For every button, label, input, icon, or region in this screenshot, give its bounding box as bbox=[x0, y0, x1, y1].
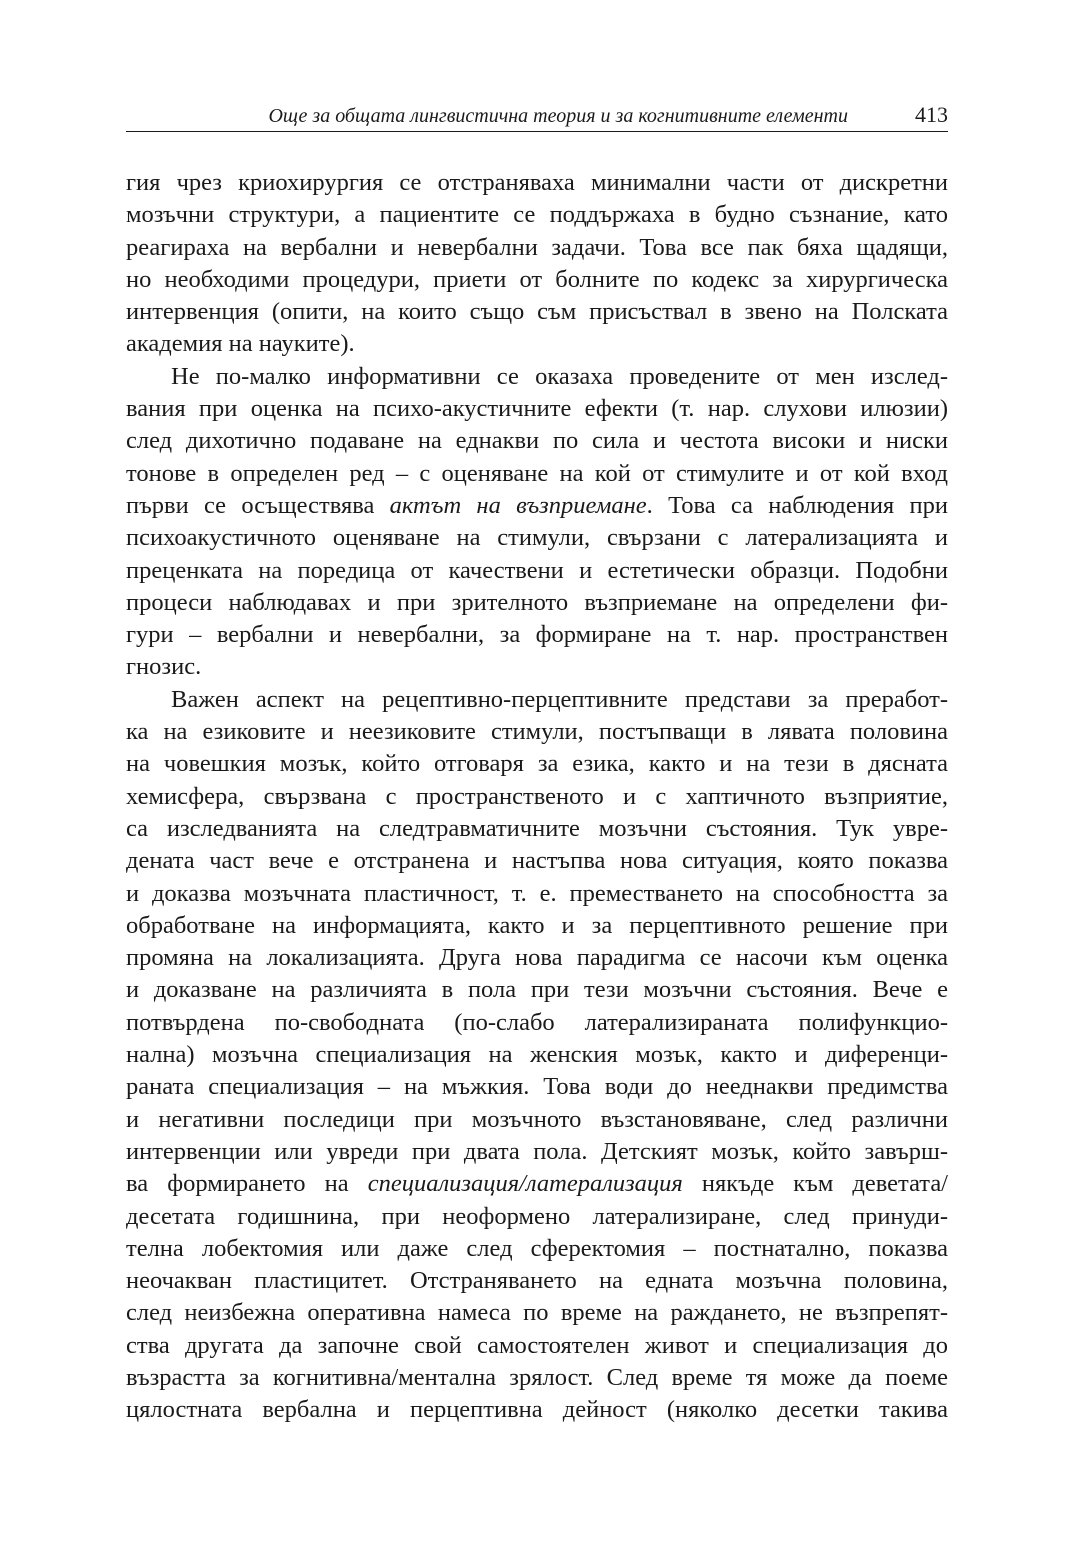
text-line-content: академия на науките). bbox=[126, 330, 355, 358]
text-line bbox=[126, 555, 948, 587]
text-line-content: на човешкия мозък, който отговаря за езика, както и на тези в дясната bbox=[126, 750, 948, 778]
text-line-content: преценката на поредица от качествени и естетически образци. Подобни bbox=[126, 556, 948, 584]
text-line-content: промяна на локализацията. Друга нова парадигма се насочи към оценка bbox=[126, 944, 948, 972]
text-line-content: нална) мозъчна специализация на женския мозък, както и диференци- bbox=[126, 1041, 948, 1069]
text-line bbox=[126, 878, 948, 910]
text-line-content: интервенции или увреди при двата пола. Детският мозък, който завърш- bbox=[126, 1137, 948, 1165]
text-line bbox=[126, 1362, 948, 1394]
text-line-content: психоакустичното оценяване на стимули, свързани с латерализацията и bbox=[126, 524, 948, 552]
text-line bbox=[126, 167, 948, 199]
text-line-content: Важен аспект на рецептивно-перцептивните представи за преработ- bbox=[171, 685, 948, 713]
text-line bbox=[126, 781, 948, 813]
text-line bbox=[126, 1136, 948, 1168]
text-line-content: потвърдена по-свободната (по-слабо латерализираната полифункцио- bbox=[126, 1008, 948, 1036]
text-line-content: първи се осъществява bbox=[126, 491, 390, 519]
text-line bbox=[126, 587, 948, 619]
text-line-content: дената част вече е отстранена и настъпва нова ситуация, която показва bbox=[126, 847, 948, 875]
text-line-content: след дихотично подаване на еднакви по сила и честота високи и ниски bbox=[126, 427, 948, 455]
text-line bbox=[126, 684, 948, 716]
text-line bbox=[126, 328, 948, 360]
text-line bbox=[126, 1071, 948, 1103]
text-line bbox=[126, 232, 948, 264]
text-line-content: но необходими процедури, приети от болните по кодекс за хирургическа bbox=[126, 265, 948, 293]
text-line-content: десетата годишнина, при неоформено латерализиране, след принуди- bbox=[126, 1202, 948, 1230]
header-rule bbox=[126, 131, 948, 132]
text-line bbox=[126, 490, 948, 522]
text-line bbox=[126, 942, 948, 974]
text-line-content: вания при оценка на психо-акустичните ефекти (т. нар. слухови илюзии) bbox=[126, 395, 948, 423]
text-line-content: ва формирането на bbox=[126, 1170, 368, 1198]
text-line bbox=[126, 619, 948, 651]
text-line bbox=[126, 910, 948, 942]
text-line bbox=[126, 296, 948, 328]
text-line-content: интервенция (опити, на които също съм присъствал в звено на Полската bbox=[126, 298, 948, 326]
text-line-content: ства другата да започне свой самостоятелен живот и специализация до bbox=[126, 1331, 948, 1359]
running-head bbox=[126, 100, 948, 132]
text-line-content: процеси наблюдавах и при зрителното възприемане на определени фи- bbox=[126, 588, 948, 616]
text-line-content: след неизбежна оперативна намеса по време на раждането, не възпрепят- bbox=[126, 1299, 948, 1327]
text-line-content: гнозис. bbox=[126, 653, 202, 681]
italic-phrase: актът на възприемане bbox=[389, 491, 647, 519]
text-line bbox=[126, 425, 948, 457]
text-line bbox=[126, 845, 948, 877]
text-line bbox=[126, 1168, 948, 1200]
page-number: 413 bbox=[915, 102, 948, 127]
text-line-content: . Това са наблюдения при bbox=[646, 491, 948, 519]
text-line-content: и доказване на различията в пола при тези мозъчни състояния. Вече е bbox=[126, 976, 948, 1004]
text-line-content: някъде към деветата/ bbox=[682, 1170, 948, 1198]
text-line-content: телна лобектомия или даже след сферектомия – постнатално, показва bbox=[126, 1234, 948, 1262]
text-line-content: ка на езиковите и неезиковите стимули, постъпващи в лявата половина bbox=[126, 718, 948, 746]
text-line-content: обработване на информацията, както и за перцептивното решение при bbox=[126, 911, 948, 939]
text-line-content: тонове в определен ред – с оценяване на кой от стимулите и от кой вход bbox=[126, 459, 948, 487]
text-line bbox=[126, 1394, 948, 1426]
text-line-content: и негативни последици при мозъчното възстановяване, след различни bbox=[126, 1105, 948, 1133]
text-line bbox=[126, 1265, 948, 1297]
text-line bbox=[126, 1297, 948, 1329]
text-line-content: неочакван пластицитет. Отстраняването на едната мозъчна половина, bbox=[126, 1267, 948, 1295]
italic-phrase: специализация/латерализация bbox=[367, 1170, 683, 1198]
text-line bbox=[126, 264, 948, 296]
text-line bbox=[126, 1201, 948, 1233]
text-line bbox=[126, 1039, 948, 1071]
text-line bbox=[126, 458, 948, 490]
text-line-content: цялостната вербална и перцептивна дейност (няколко десетки такива bbox=[126, 1396, 948, 1424]
text-line-content: хемисфера, свързвана с пространственото и с хаптичното възприятие, bbox=[126, 782, 948, 810]
text-line bbox=[126, 748, 948, 780]
running-title: Още за общата лингвистична теория и за когнитивните елементи bbox=[268, 105, 848, 127]
text-line bbox=[126, 361, 948, 393]
text-line-content: реагираха на вербални и невербални задачи. Това все пак бяха щадящи, bbox=[126, 233, 948, 261]
text-line bbox=[126, 522, 948, 554]
text-line bbox=[126, 716, 948, 748]
text-line-content: гия чрез криохирургия се отстраняваха минимални части от дискретни bbox=[126, 169, 948, 196]
text-line bbox=[126, 199, 948, 231]
text-line bbox=[126, 1330, 948, 1362]
text-line-content: гури – вербални и невербални, за формиране на т. нар. пространствен bbox=[126, 621, 948, 649]
text-line-content: мозъчни структури, а пациентите се поддържаха в будно съзнание, като bbox=[126, 201, 948, 229]
text-line bbox=[126, 1104, 948, 1136]
text-line bbox=[126, 393, 948, 425]
text-line bbox=[126, 651, 948, 683]
text-line bbox=[126, 1233, 948, 1265]
text-line-content: са изследванията на следтравматичните мозъчни състояния. Тук увре- bbox=[126, 814, 948, 842]
text-line bbox=[126, 974, 948, 1006]
text-line-content: Не по-малко информативни се оказаха проведените от мен изслед- bbox=[171, 362, 948, 390]
body-text bbox=[126, 167, 948, 1427]
text-line-content: възрастта за когнитивна/ментална зрялост. След време тя може да поеме bbox=[126, 1363, 948, 1391]
text-line-content: раната специализация – на мъжкия. Това води до нееднакви предимства bbox=[126, 1073, 948, 1101]
text-line bbox=[126, 1007, 948, 1039]
text-line bbox=[126, 813, 948, 845]
text-line-content: и доказва мозъчната пластичност, т. е. преместването на способността за bbox=[126, 879, 948, 907]
